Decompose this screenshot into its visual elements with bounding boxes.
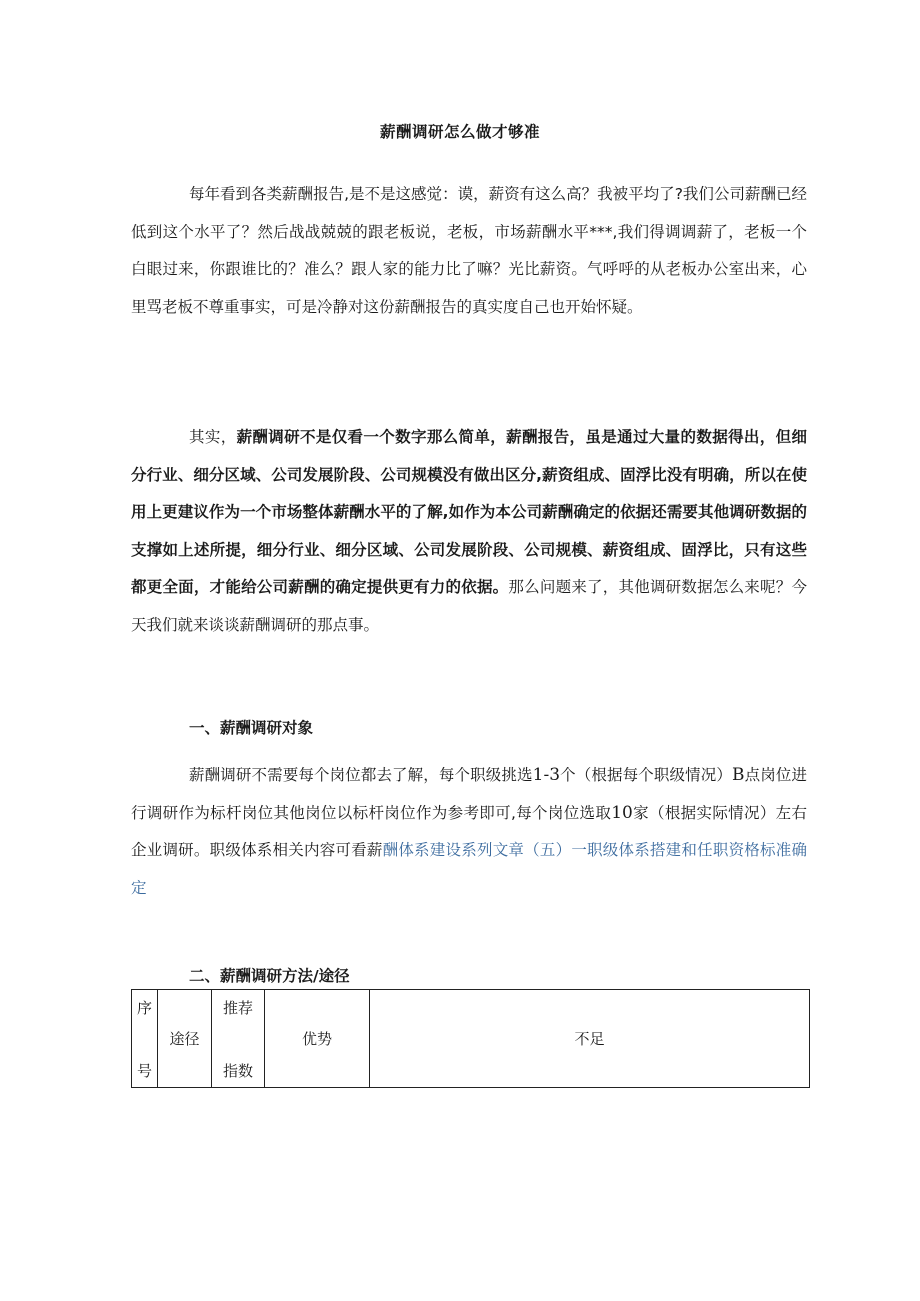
- scope-bold-text: 薪酬调研不是仅看一个数字那么简单，薪酬报告，虽是通过大量的数据得出，但细分行业、细分区域、公司发展阶段、公司规模没有做出区分,薪资组成、固浮比没有明确，所以在使用上更建议作为一个市场整体薪酬水平的了解,如作为本公司薪酬确定的依据还需要其他调研数据的支撑如上述所提，细分行业、细分区域、公司发展阶段、公司规模、薪资组成、固浮比，只有这些都更全面，才能给公司薪酬的确定提供更有力的依据。: [131, 428, 807, 596]
- section1-num: 10: [611, 802, 633, 823]
- section2-heading: 二、薪酬调研方法/途径: [189, 967, 350, 985]
- intro-paragraph: 每年看到各类薪酬报告,是不是这感觉：谟，薪资有这么高？我被平均了?我们公司薪酬已经低到这个水平了？然后战战兢兢的跟老板说，老板，市场薪酬水平***,我们得调调薪了，老板一个白眼过来，你跟谁比的？准么？跟人家的能力比了嘛？光比薪资。气呼呼的从老板办公室出来，心里骂老板不尊重事实，可是冷静对这份薪酬报告的真实度自己也开始怀疑。: [131, 185, 807, 316]
- scope-paragraph: [131, 419, 807, 644]
- section1-paragraph: [131, 757, 807, 907]
- scope-lead: 其实，: [189, 428, 237, 446]
- header-index: [132, 990, 158, 1088]
- header-channel: 途径: [158, 990, 212, 1088]
- header-recommend-top: 推荐: [222, 998, 253, 1017]
- header-recommend-bottom: 指数: [222, 1061, 253, 1080]
- header-advantage: 优势: [265, 990, 370, 1088]
- header-index-top: 序: [136, 998, 152, 1017]
- scope-tail: 那么问题来了，其他调研数据怎么来呢？今天我们就来谈谈薪酬调研的那点事。: [131, 578, 807, 634]
- document-title: 薪酬调研怎么做才够准: [379, 123, 540, 141]
- survey-methods-table: [131, 989, 810, 1088]
- header-index-bottom: 号: [136, 1061, 152, 1080]
- header-recommend: [212, 990, 265, 1088]
- section1-text-b: 个（根据每个职级情况）: [560, 766, 732, 784]
- header-shortcoming: 不足: [370, 990, 810, 1088]
- section1-heading: 一、薪酬调研对象: [189, 719, 314, 737]
- series-article-link[interactable]: 酬体系建设系列文章（五）一职级体系搭建和任职资格标准确定: [131, 841, 807, 897]
- section1-letter: B: [732, 765, 745, 785]
- section1-range: 1-3: [532, 765, 561, 785]
- section1-text-c: 点岗位进行调研作为标杆岗位其他岗位以标杆岗位作为参考即可,每个岗位选取: [131, 766, 807, 822]
- section1-text-d: 家（根据实际情况）左右企业调研。职级体系相关内容可看薪: [131, 803, 807, 859]
- table-header-row: [132, 990, 810, 1088]
- section1-text-a: 薪酬调研不需要每个岗位都去了解，每个职级挑选: [189, 766, 533, 784]
